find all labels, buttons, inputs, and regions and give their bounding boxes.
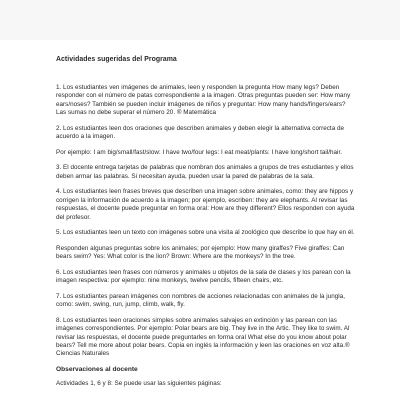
page-top-margin bbox=[0, 0, 400, 40]
activity-2-example: Por ejemplo: I am big/small/fast/slow: I have two/four legs: I eat meat/plants: I have long/short tail/hair. bbox=[56, 148, 343, 156]
activity-7: 7. Los estudiantes parean imágenes con nombres de acciones relacionadas con animales de la jungla, como: swim, swing, run, jump, climb, walk, fly. bbox=[56, 292, 345, 309]
activity-8: 8. Los estudiantes leen oraciones simples sobre animales salvajes en extinción y las parean con las imágenes correspondientes. Por ejemplo: Polar bears are big. They live in the Artic. They like to swim. Al revisar las respuestas, el docente puede preguntarles en forma oral What else do you know about polar bears? Tell me more about polar bears. Copia en inglés la información y leen las oraciones en voz alta.® Ciencias Naturales bbox=[56, 316, 350, 358]
observaciones-text: Actividades 1, 6 y 8: Se puede usar las siguientes páginas: bbox=[56, 379, 222, 387]
activity-5: 5. Los estudiantes leen un texto con imágenes sobre una visita al zoológico que describe lo que hay en él. bbox=[56, 229, 355, 237]
page-bottom-edge bbox=[0, 394, 400, 400]
activity-2: 2. Los estudiantes leen dos oraciones que describen animales y deben elegir la alternativa correcta de acuerdo a la imagen. bbox=[56, 124, 345, 141]
observaciones-title: Observaciones al docente bbox=[56, 366, 138, 374]
activity-6: 6. Los estudiantes leen frases con números y animales u objetos de la sala de clases y los parean con la imagen respectiva: por ejemplo: nine monkeys, twelve pencils, fifteen chairs, etc. bbox=[56, 268, 351, 285]
activity-3: 3. El docente entrega tarjetas de palabras que nombran dos animales a grupos de tres estudiantes y ellos deben armar las palabras. Si necesitan ayuda, pueden usar la pared de palabras de la sala. bbox=[56, 164, 354, 180]
document-page bbox=[56, 55, 356, 395]
activity-1: 1. Los estudiantes ven imágenes de animales, leen y responden la pregunta How many legs? Deben responder con el número de patas correspondiente a la imagen. Otras preguntas pueden ser: How many ears/noses? También se pueden incluir imágenes de niños y preguntar: How many hands/fingers/ears? Las sumas no debe superar el número 20. ® Matemática bbox=[56, 84, 351, 117]
activity-5-questions: Responden algunas preguntas sobre los animales; por ejemplo: How many giraffes? Five giraffes: Can bears swim? Yes: What color is the lion? Brown: Where are the monkeys? In the tree. bbox=[56, 244, 345, 261]
activity-4: 4. Los estudiantes leen frases breves que describen una imagen sobre animales, como: they are hippos y corrigen la información de acuerdo a la imagen; por ejemplo, escriben: they are elephants. Al revisar las respuestas, el docente puede preguntar en forma oral: How are they different? Ellos responden con ayuda del profesor. bbox=[56, 188, 355, 221]
section-title: Actividades sugeridas del Programa bbox=[56, 56, 177, 63]
